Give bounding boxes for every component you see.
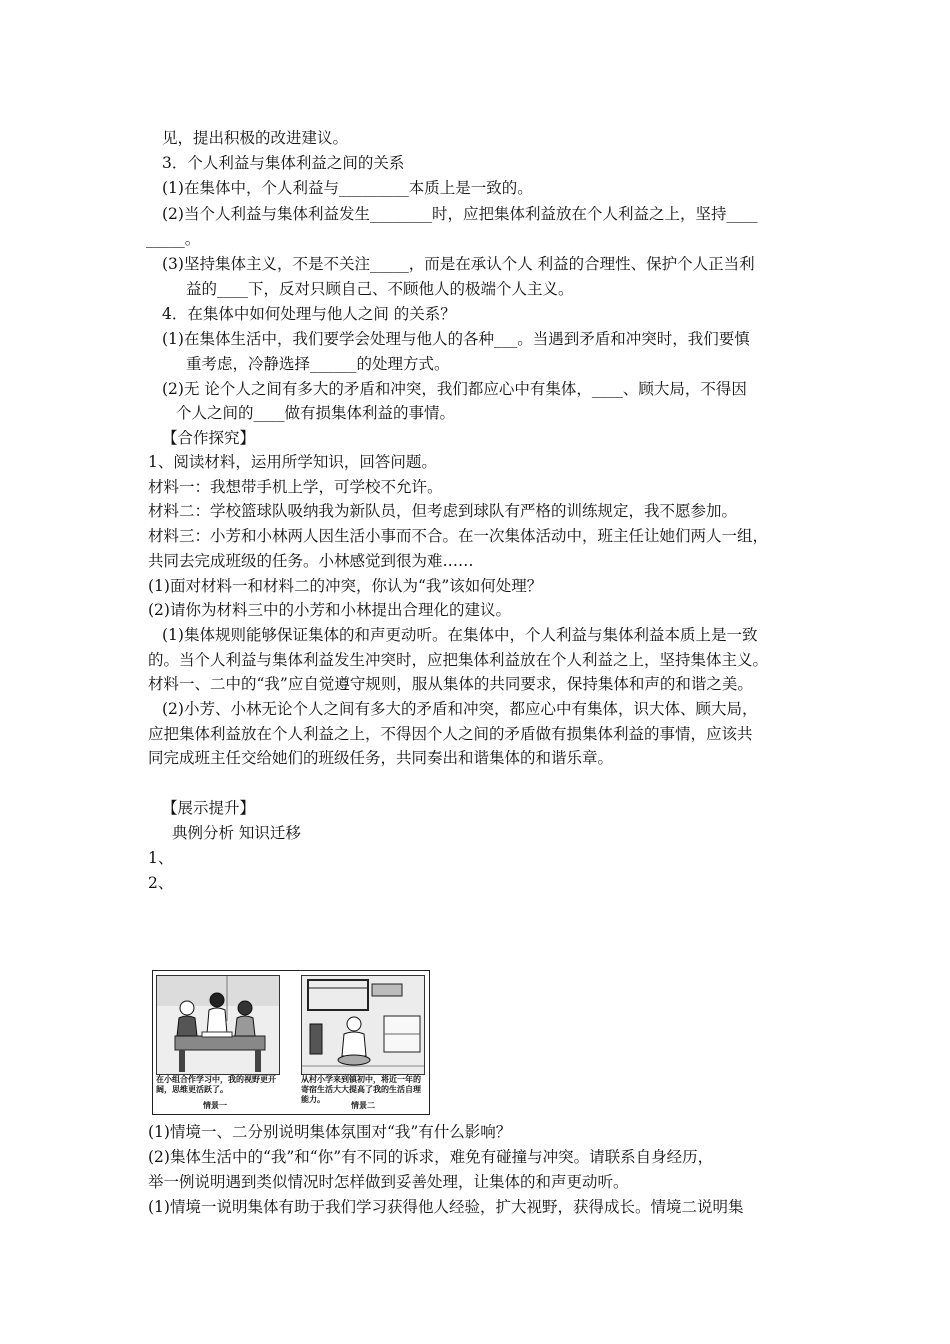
text-line: 同完成班主任交给她们的班级任务，共同奏出和谐集体的和谐乐章。 (148, 749, 614, 767)
text-line: 2、 (148, 874, 174, 892)
scene-two-image (301, 975, 425, 1075)
text-line: (2)请你为材料三中的小芳和小林提出合理化的建议。 (148, 601, 511, 619)
text-line: 举一例说明遇到类似情况时怎样做到妥善处理，让集体的和声更动听。 (148, 1173, 629, 1191)
text-line: (3)坚持集体主义，不是不关注_____，而是在承认个人 利益的合理性、保护个人正当利 (162, 255, 755, 273)
text-line: _____。 (146, 230, 201, 248)
section-heading: 【合作探究】 (162, 429, 256, 447)
text-line: 益的____下，反对只顾自己、不顾他人的极端个人主义。 (186, 280, 574, 298)
text-line: 1、 (148, 849, 174, 867)
scene-one-caption: 在小组合作学习中，我的视野更开阔，思维更活跃了。 (156, 1075, 276, 1094)
text-line: (2)当个人利益与集体利益发生________时，应把集体利益放在个人利益之上，坚持____ (162, 205, 758, 223)
scene-two-label: 情景二 (351, 1101, 375, 1110)
text-line: 见，提出积极的改进建议。 (162, 129, 349, 147)
scene-one-label: 情景一 (203, 1101, 227, 1110)
text-line: (1)在集体生活中，我们要学会处理与他人的各种___。当遇到矛盾和冲突时，我们要慎 (162, 330, 750, 348)
scene-illustration (152, 970, 430, 1115)
scene-one-image (156, 975, 280, 1075)
text-line: 共同去完成班级的任务。小林感觉到很为难…… (148, 552, 474, 570)
text-line: 应把集体利益放在个人利益之上，不得因个人之间的矛盾做有损集体利益的事情，应该共 (148, 725, 753, 743)
text-line: (1)集体规则能够保证集体的和声更动听。在集体中，个人利益与集体利益本质上是一致 (162, 626, 758, 644)
text-line: (1)情境一说明集体有助于我们学习获得他人经验，扩大视野，获得成长。情境二说明集 (148, 1198, 744, 1216)
text-line: (2)无 论个人之间有多大的矛盾和冲突，我们都应心中有集体，____、顾大局，不得因 (162, 380, 747, 398)
text-line: (1)面对材料一和材料二的冲突，你认为“我”该如何处理？ (148, 577, 543, 595)
text-line: (2)集体生活中的“我”和“你”有不同的诉求，难免有碰撞与冲突。请联系自身经历， (148, 1148, 714, 1166)
text-line: 1、阅读材料，运用所学知识，回答问题。 (148, 453, 437, 471)
text-line: 材料一：我想带手机上学，可学校不允许。 (148, 478, 443, 496)
text-line: (1)情境一、二分别说明集体氛围对“我”有什么影响？ (148, 1123, 512, 1141)
text-line: 材料二：学校篮球队吸纳我为新队员，但考虑到球队有严格的训练规定，我不愿参加。 (148, 502, 738, 520)
text-line: 典例分析 知识迁移 (172, 824, 301, 842)
scene-two-caption: 从村小学来到镇初中，将近一年的寄宿生活大大提高了我的生活自理能力。 (301, 1075, 421, 1104)
text-line: 材料三：小芳和小林两人因生活小事而不合。在一次集体活动中，班主任让她们两人一组， (148, 527, 769, 545)
text-line: 个人之间的____做有损集体利益的事情。 (176, 404, 456, 422)
text-line: 的。当个人利益与集体利益发生冲突时，应把集体利益放在个人利益之上，坚持集体主义。 (148, 651, 769, 669)
text-line: 4．在集体中如何处理与他人之间 的关系？ (162, 305, 456, 323)
section-heading: 【展示提升】 (162, 799, 256, 817)
text-line: (2)小芳、小林无论个人之间有多大的矛盾和冲突，都应心中有集体，识大体、顾大局， (162, 700, 758, 718)
text-line: 重考虑，冷静选择______的处理方式。 (186, 355, 450, 373)
text-line: 材料一、二中的“我”应自觉遵守规则，服从集体的共同要求，保持集体和声的和谐之美。 (148, 675, 753, 693)
text-line: (1)在集体中，个人利益与_________本质上是一致的。 (162, 179, 533, 197)
text-line: 3．个人利益与集体利益之间的关系 (162, 154, 405, 172)
